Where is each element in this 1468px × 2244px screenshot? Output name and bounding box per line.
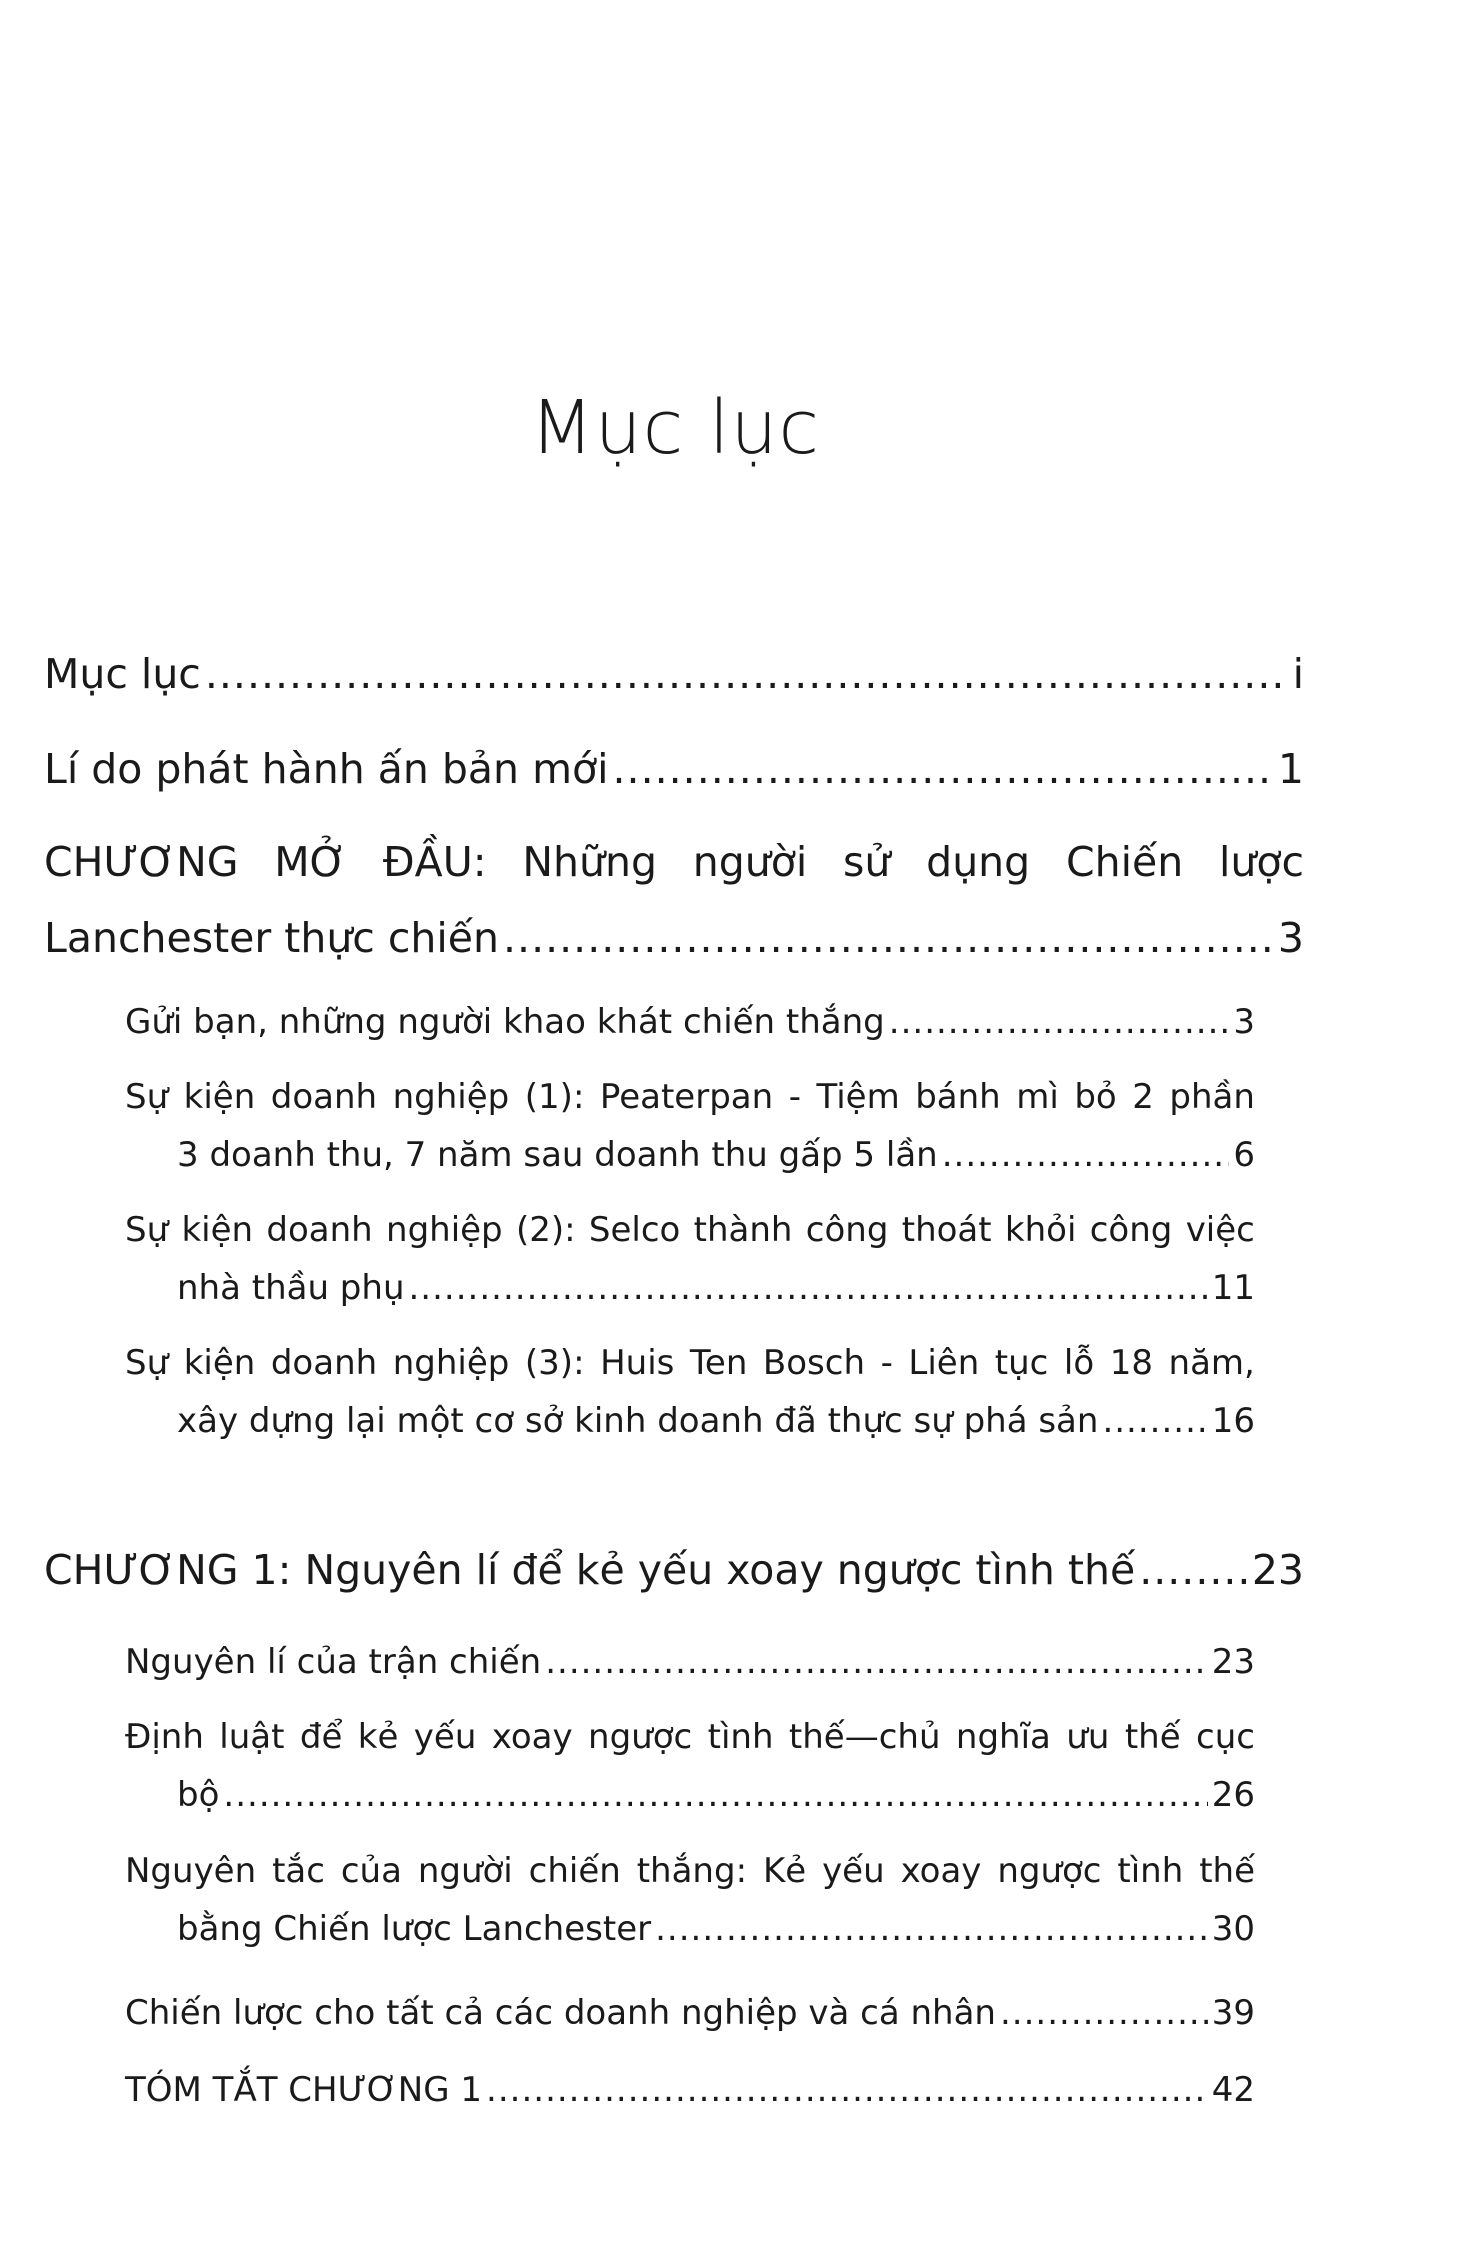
- word: Ten: [689, 1343, 748, 1383]
- page-number: 11: [1211, 1268, 1255, 1308]
- page-number: 23: [1251, 1546, 1304, 1594]
- word: Định: [125, 1717, 204, 1757]
- leader-dots: [545, 1642, 1208, 1682]
- word: Selco: [588, 1210, 681, 1250]
- word: Sự: [125, 1343, 169, 1383]
- toc-entry-su-kien-3[interactable]: [125, 1343, 1255, 1441]
- word: ngược: [588, 1717, 693, 1757]
- word: -: [788, 1077, 801, 1117]
- leader-dots: [613, 745, 1274, 793]
- word: phần: [1169, 1077, 1255, 1117]
- toc-entry-text: Nguyên lí của trận chiến: [125, 1642, 542, 1682]
- toc-entry-tom-tat[interactable]: [125, 2070, 1255, 2110]
- leader-dots: [486, 2070, 1208, 2110]
- toc-entry-line1: [125, 1077, 1255, 1117]
- word: luật: [219, 1717, 285, 1757]
- page-number: 1: [1277, 745, 1304, 793]
- toc-entry-line2: 3 doanh thu, 7 năm sau doanh thu gấp 5 lần: [177, 1135, 938, 1175]
- toc-entry-nguyen-tac[interactable]: [125, 1851, 1255, 1949]
- word: doanh: [266, 1210, 373, 1250]
- toc-entry-text: Lí do phát hành ấn bản mới: [44, 745, 609, 793]
- page-number: 16: [1211, 1401, 1255, 1441]
- toc-entry-line2: nhà thầu phụ: [177, 1268, 405, 1308]
- word: yếu: [822, 1851, 885, 1891]
- toc-entry-su-kien-1[interactable]: [125, 1077, 1255, 1175]
- toc-entry-dinh-luat[interactable]: [125, 1717, 1255, 1815]
- word: tắc: [272, 1851, 325, 1891]
- word: sử: [843, 838, 891, 886]
- word: nghiệp: [392, 1077, 510, 1117]
- page-number: 3: [1233, 1002, 1255, 1042]
- word: công: [1089, 1210, 1173, 1250]
- leader-dots: [1102, 1401, 1207, 1441]
- word: Huis: [600, 1343, 675, 1383]
- page-number: 6: [1233, 1135, 1255, 1175]
- word: ngược: [997, 1851, 1102, 1891]
- word: người: [417, 1851, 513, 1891]
- page-number: 42: [1211, 2070, 1255, 2110]
- word: -: [880, 1343, 893, 1383]
- leader-dots: [1000, 1993, 1208, 2033]
- word: ĐẦU:: [382, 838, 487, 886]
- word: 2: [1132, 1077, 1154, 1117]
- word: lỗ: [1063, 1343, 1095, 1383]
- leader-dots: [1139, 1546, 1248, 1594]
- word: Bosch: [762, 1343, 866, 1383]
- word: Peaterpan: [599, 1077, 774, 1117]
- word: Những: [522, 838, 657, 886]
- word: Chiến: [1065, 838, 1184, 886]
- word: doanh: [270, 1077, 378, 1117]
- toc-entry-line1: [125, 1343, 1255, 1383]
- word: thế: [1124, 1717, 1181, 1757]
- word: lược: [1218, 838, 1304, 886]
- word: MỞ: [274, 838, 348, 886]
- word: xoay: [491, 1717, 573, 1757]
- word: yếu: [413, 1717, 477, 1757]
- toc-entry-line1: [125, 1717, 1255, 1757]
- word: bánh: [915, 1077, 1001, 1117]
- word: việc: [1185, 1210, 1255, 1250]
- word: Nguyên: [125, 1851, 257, 1891]
- leader-dots: [655, 1909, 1208, 1949]
- word: doanh: [270, 1343, 378, 1383]
- word: (3):: [524, 1343, 585, 1383]
- toc-entry-text: Chiến lược cho tất cả các doanh nghiệp và cá nhân: [125, 1993, 996, 2033]
- toc-entry-su-kien-2[interactable]: [125, 1210, 1255, 1308]
- toc-entry-li-do[interactable]: [44, 745, 1304, 793]
- word: bỏ: [1074, 1077, 1117, 1117]
- word: CHƯƠNG: [44, 838, 239, 886]
- word: Tiệm: [816, 1077, 900, 1117]
- leader-dots: [409, 1268, 1208, 1308]
- word: dụng: [926, 838, 1031, 886]
- word: thế—chủ: [788, 1717, 941, 1757]
- word: (1):: [524, 1077, 585, 1117]
- toc-entry-text: TÓM TẮT CHƯƠNG 1: [125, 2070, 483, 2110]
- toc-entry-chuong-mo-dau[interactable]: [44, 838, 1304, 962]
- word: tục: [994, 1343, 1049, 1383]
- word: Sự: [125, 1210, 169, 1250]
- page-number: i: [1292, 650, 1304, 698]
- word: nghiệp: [392, 1343, 510, 1383]
- word: thắng:: [636, 1851, 748, 1891]
- leader-dots: [889, 1002, 1230, 1042]
- word: nghiệp: [386, 1210, 503, 1250]
- word: nghĩa: [955, 1717, 1051, 1757]
- word: 18: [1109, 1343, 1153, 1383]
- word: người: [692, 838, 808, 886]
- word: khỏi: [1004, 1210, 1077, 1250]
- word: Liên: [908, 1343, 980, 1383]
- word: tình: [707, 1717, 774, 1757]
- word: kiện: [181, 1210, 254, 1250]
- toc-entry-nguyen-li[interactable]: [125, 1642, 1255, 1682]
- leader-dots: [503, 914, 1274, 962]
- word: mì: [1016, 1077, 1059, 1117]
- word: thoát: [901, 1210, 992, 1250]
- toc-entry-text: Mục lục: [44, 650, 201, 698]
- word: chiến: [528, 1851, 621, 1891]
- word: năm,: [1168, 1343, 1255, 1383]
- toc-entry-muc-luc[interactable]: [44, 650, 1304, 698]
- word: kẻ: [357, 1717, 399, 1757]
- word: Kẻ: [762, 1851, 807, 1891]
- word: để: [299, 1717, 343, 1757]
- leader-dots: [223, 1775, 1207, 1815]
- page-title: Mục lục: [529, 385, 821, 471]
- toc-entry-text: CHƯƠNG 1: Nguyên lí để kẻ yếu xoay ngược tình thế: [44, 1546, 1136, 1594]
- toc-entry-line1: [125, 1851, 1255, 1891]
- toc-entry-line2: Lanchester thực chiến: [44, 914, 500, 962]
- page-number: 23: [1211, 1642, 1255, 1682]
- word: thế: [1199, 1851, 1255, 1891]
- word: ưu: [1066, 1717, 1110, 1757]
- word: Sự: [125, 1077, 169, 1117]
- word: xoay: [900, 1851, 982, 1891]
- page-number: 26: [1211, 1775, 1255, 1815]
- toc-entry-line2: xây dựng lại một cơ sở kinh doanh đã thực sự phá sản: [177, 1401, 1099, 1441]
- leader-dots: [942, 1135, 1230, 1175]
- word: công: [805, 1210, 889, 1250]
- word: thành: [693, 1210, 793, 1250]
- word: cục: [1196, 1717, 1255, 1757]
- toc-entry-line2: bộ: [177, 1775, 220, 1815]
- toc-entry-line1: [125, 1210, 1255, 1250]
- page-number: 3: [1277, 914, 1304, 962]
- leader-dots: [205, 650, 1289, 698]
- word: (2):: [515, 1210, 576, 1250]
- word: kiện: [183, 1077, 256, 1117]
- toc-entry-chuong-1[interactable]: [44, 1546, 1304, 1594]
- toc-entry-gui-ban[interactable]: [125, 1002, 1255, 1042]
- word: tình: [1117, 1851, 1184, 1891]
- page-number: 30: [1211, 1909, 1255, 1949]
- page-number: 39: [1211, 1993, 1255, 2033]
- word: của: [340, 1851, 402, 1891]
- toc-entry-line1: [44, 838, 1304, 886]
- toc-entry-chien-luoc[interactable]: [125, 1993, 1255, 2033]
- word: kiện: [183, 1343, 256, 1383]
- toc-entry-line2: bằng Chiến lược Lanchester: [177, 1909, 652, 1949]
- toc-entry-text: Gửi bạn, những người khao khát chiến thắng: [125, 1002, 885, 1042]
